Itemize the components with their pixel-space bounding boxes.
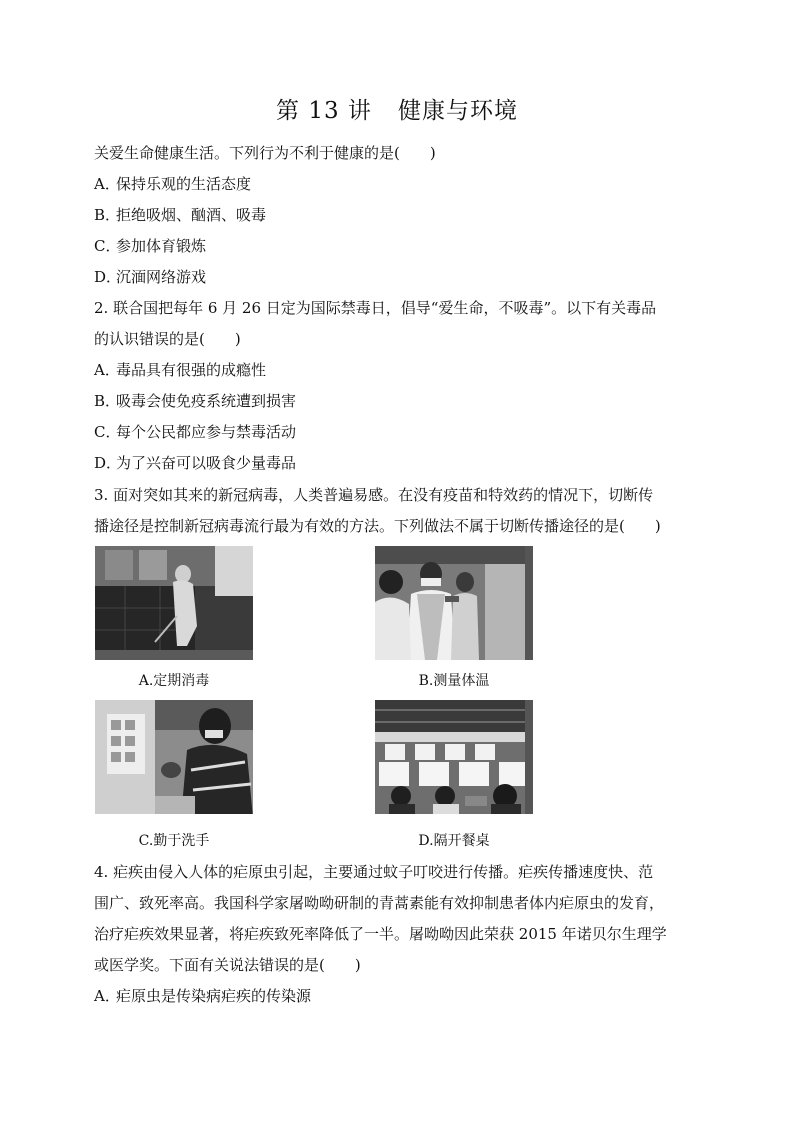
q2-option-b: B．吸毒会使免疫系统遭到损害 <box>94 392 297 410</box>
photo-dining-partitions <box>375 700 533 814</box>
lecture-number: 第 13 讲 <box>276 98 372 124</box>
photo-disinfection <box>95 546 253 660</box>
q4-line1: 4. 疟疾由侵入人体的疟原虫引起，主要通过蚊子叮咬进行传播。疟疾传播速度快、范 <box>94 863 654 881</box>
q2-stem-line1: 2. 联合国把每年 6 月 26 日定为国际禁毒日，倡导“爱生命，不吸毒”。以下有关毒品 <box>94 299 657 317</box>
photo-handwashing <box>95 700 253 814</box>
q4-line3: 治疗疟疾效果显著，将疟疾致死率降低了一半。屠呦呦因此荣获 2015 年诺贝尔生理学 <box>94 925 667 943</box>
q4-option-a: A．疟原虫是传染病疟疾的传染源 <box>94 987 312 1005</box>
q2-stem-line2: 的认识错误的是( ) <box>94 330 241 348</box>
q2-option-d: D．为了兴奋可以吸食少量毒品 <box>94 454 297 472</box>
q3-stem-line2: 播途径是控制新冠病毒流行最为有效的方法。下列做法不属于切断传播途径的是( ) <box>94 517 661 535</box>
q4-line4: 或医学奖。下面有关说法错误的是( ) <box>94 956 361 974</box>
lecture-topic: 健康与环境 <box>397 98 518 124</box>
q4-line2: 围广、致死率高。我国科学家屠呦呦研制的青蒿素能有效抑制患者体内疟原虫的发育， <box>94 894 665 912</box>
caption-d: D.隔开餐桌 <box>418 833 490 849</box>
caption-b: B.测量体温 <box>418 673 490 689</box>
caption-c: C.勤于洗手 <box>138 833 210 849</box>
q2-option-a: A．毒品具有很强的成瘾性 <box>94 361 267 379</box>
caption-a: A.定期消毒 <box>138 673 210 689</box>
q1-option-b: B．拒绝吸烟、酗酒、吸毒 <box>94 206 267 224</box>
page-title <box>0 92 794 125</box>
q3-stem-line1: 3. 面对突如其来的新冠病毒，人类普遍易感。在没有疫苗和特效药的情况下，切断传 <box>94 486 654 504</box>
q1-option-d: D．沉湎网络游戏 <box>94 268 207 286</box>
q2-option-c: C．每个公民都应参与禁毒活动 <box>94 423 297 441</box>
photo-temperature <box>375 546 533 660</box>
q1-option-c: C．参加体育锻炼 <box>94 237 207 255</box>
q1-option-a: A．保持乐观的生活态度 <box>94 175 252 193</box>
q1-stem: 关爱生命健康生活。下列行为不利于健康的是( ) <box>94 144 436 162</box>
